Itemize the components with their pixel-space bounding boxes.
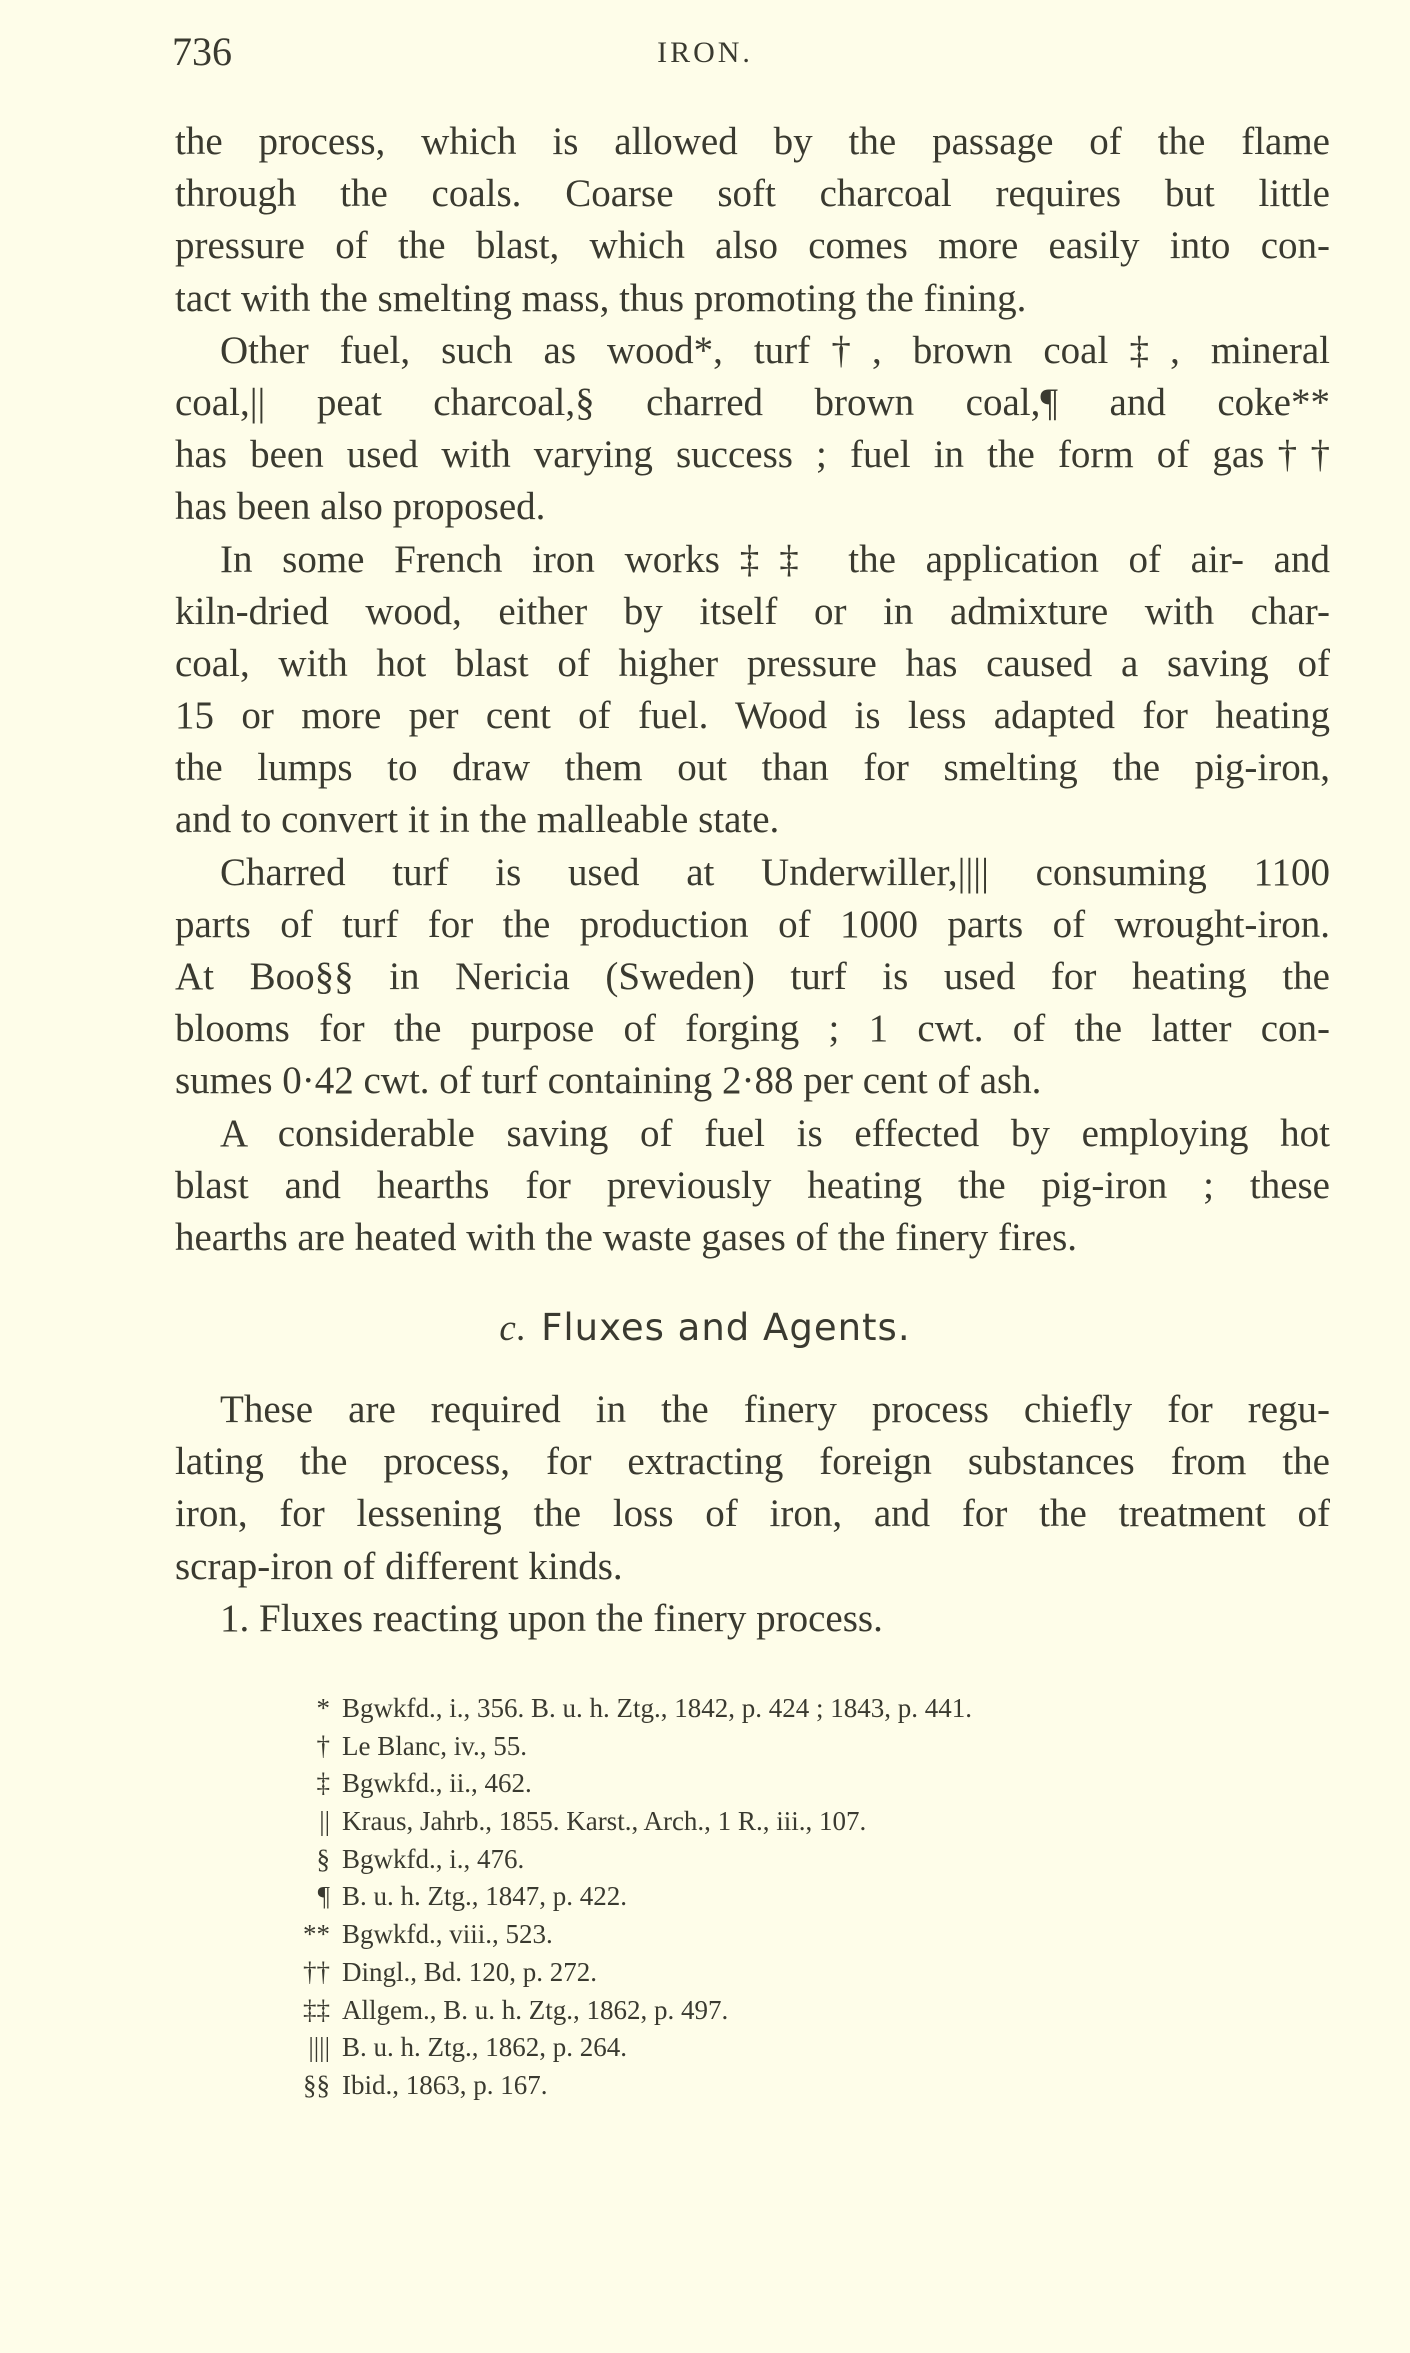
footnote-mark: ¶ — [317, 1881, 330, 1912]
footnote — [280, 1992, 972, 2030]
text-line: the lumps to draw them out than for smelting the pig-iron, — [175, 746, 1330, 790]
section-heading — [0, 1306, 1410, 1350]
footnote-mark: ‡ — [316, 1768, 330, 1799]
text-line: hearths are heated with the waste gases of the finery fires. — [175, 1215, 1078, 1259]
text-line: 1. Fluxes reacting upon the finery process. — [220, 1596, 883, 1640]
body-text-2 — [175, 1384, 1330, 1645]
footnote-text: Bgwkfd., viii., 523. — [342, 1919, 553, 1950]
text-line: Other fuel, such as wood*, turf†, brown coal‡, mineral — [220, 328, 1330, 372]
footnote — [280, 1954, 972, 1992]
running-title: IRON. — [657, 36, 753, 69]
text-line: tact with the smelting mass, thus promoting the fining. — [175, 276, 1027, 320]
text-line: coal, with hot blast of higher pressure has caused a saving of — [175, 641, 1330, 685]
footnote-text: Allgem., B. u. h. Ztg., 1862, p. 497. — [342, 1994, 729, 2025]
footnote — [280, 1765, 972, 1803]
section-letter: c. — [499, 1308, 528, 1349]
text-line: At Boo§§ in Nericia (Sweden) turf is used for heating the — [175, 955, 1330, 998]
footnote-mark: ‡‡ — [303, 1994, 330, 2025]
text-line: pressure of the blast, which also comes more easily into con- — [175, 224, 1330, 268]
text-line: has been also proposed. — [175, 485, 546, 529]
footnote-mark: |||| — [308, 2032, 330, 2063]
footnotes — [280, 1690, 972, 2105]
section-title: Fluxes and Agents. — [541, 1306, 911, 1349]
text-line: lating the process, for extracting foreign substances from the — [175, 1440, 1330, 1484]
footnote-text: Bgwkfd., i., 476. — [342, 1843, 525, 1874]
text-line: In some French iron works‡‡ the application of air- and — [220, 537, 1330, 581]
footnote-text: Bgwkfd., i., 356. B. u. h. Ztg., 1842, p. 424 ; 1843, p. 441. — [342, 1693, 973, 1723]
footnote-mark: || — [319, 1806, 330, 1837]
text-line: 15 or more per cent of fuel. Wood is less adapted for heating — [175, 694, 1330, 738]
text-line: and to convert it in the malleable state. — [175, 798, 780, 842]
footnote-text: Dingl., Bd. 120, p. 272. — [342, 1956, 598, 1987]
footnote — [280, 2067, 972, 2105]
footnote-mark: § — [316, 1843, 330, 1874]
text-line: coal,|| peat charcoal,§ charred brown coal,¶ and coke** — [175, 380, 1330, 424]
footnote — [280, 1878, 972, 1916]
page-number: 736 — [172, 29, 232, 74]
text-line: has been used with varying success ; fuel in the form of gas†† — [175, 433, 1330, 477]
text-line: These are required in the finery process chiefly for regu- — [220, 1388, 1330, 1431]
footnote-text: Kraus, Jahrb., 1855. Karst., Arch., 1 R., iii., 107. — [342, 1806, 867, 1837]
body-text — [175, 116, 1330, 1264]
footnote-text: B. u. h. Ztg., 1847, p. 422. — [342, 1881, 628, 1912]
text-line: through the coals. Coarse soft charcoal requires but little — [175, 172, 1330, 216]
footnote — [280, 1803, 972, 1841]
footnote — [280, 1690, 972, 1728]
footnote — [280, 1841, 972, 1879]
footnote-mark: §§ — [303, 2069, 330, 2100]
text-line: kiln-dried wood, either by itself or in admixture with char- — [175, 589, 1330, 633]
text-line: scrap-iron of different kinds. — [175, 1544, 623, 1588]
text-line: the process, which is allowed by the passage of the flame — [175, 120, 1330, 163]
footnote-mark: †† — [303, 1956, 330, 1987]
text-line: parts of turf for the production of 1000 parts of wrought-iron. — [175, 902, 1330, 946]
footnote-mark: * — [316, 1693, 330, 1723]
footnote-text: Bgwkfd., ii., 462. — [342, 1768, 532, 1799]
footnote-text: Ibid., 1863, p. 167. — [342, 2069, 548, 2100]
footnote — [280, 2029, 972, 2067]
text-line: A considerable saving of fuel is effected by employing hot — [220, 1111, 1330, 1155]
footnote — [280, 1728, 972, 1766]
footnote-mark: ** — [303, 1919, 330, 1950]
text-line: iron, for lessening the loss of iron, and for the treatment of — [175, 1492, 1330, 1536]
text-line: blooms for the purpose of forging ; 1 cwt. of the latter con- — [175, 1007, 1330, 1051]
footnote-mark: † — [316, 1730, 330, 1761]
text-line: sumes 0·42 cwt. of turf containing 2·88 per cent of ash. — [175, 1059, 1042, 1103]
text-line: blast and hearths for previously heating the pig-iron ; these — [175, 1163, 1330, 1207]
text-line: Charred turf is used at Underwiller,|||| consuming 1100 — [220, 850, 1330, 894]
footnote-text: B. u. h. Ztg., 1862, p. 264. — [342, 2032, 628, 2063]
footnote — [280, 1916, 972, 1954]
footnote-text: Le Blanc, iv., 55. — [342, 1730, 527, 1761]
